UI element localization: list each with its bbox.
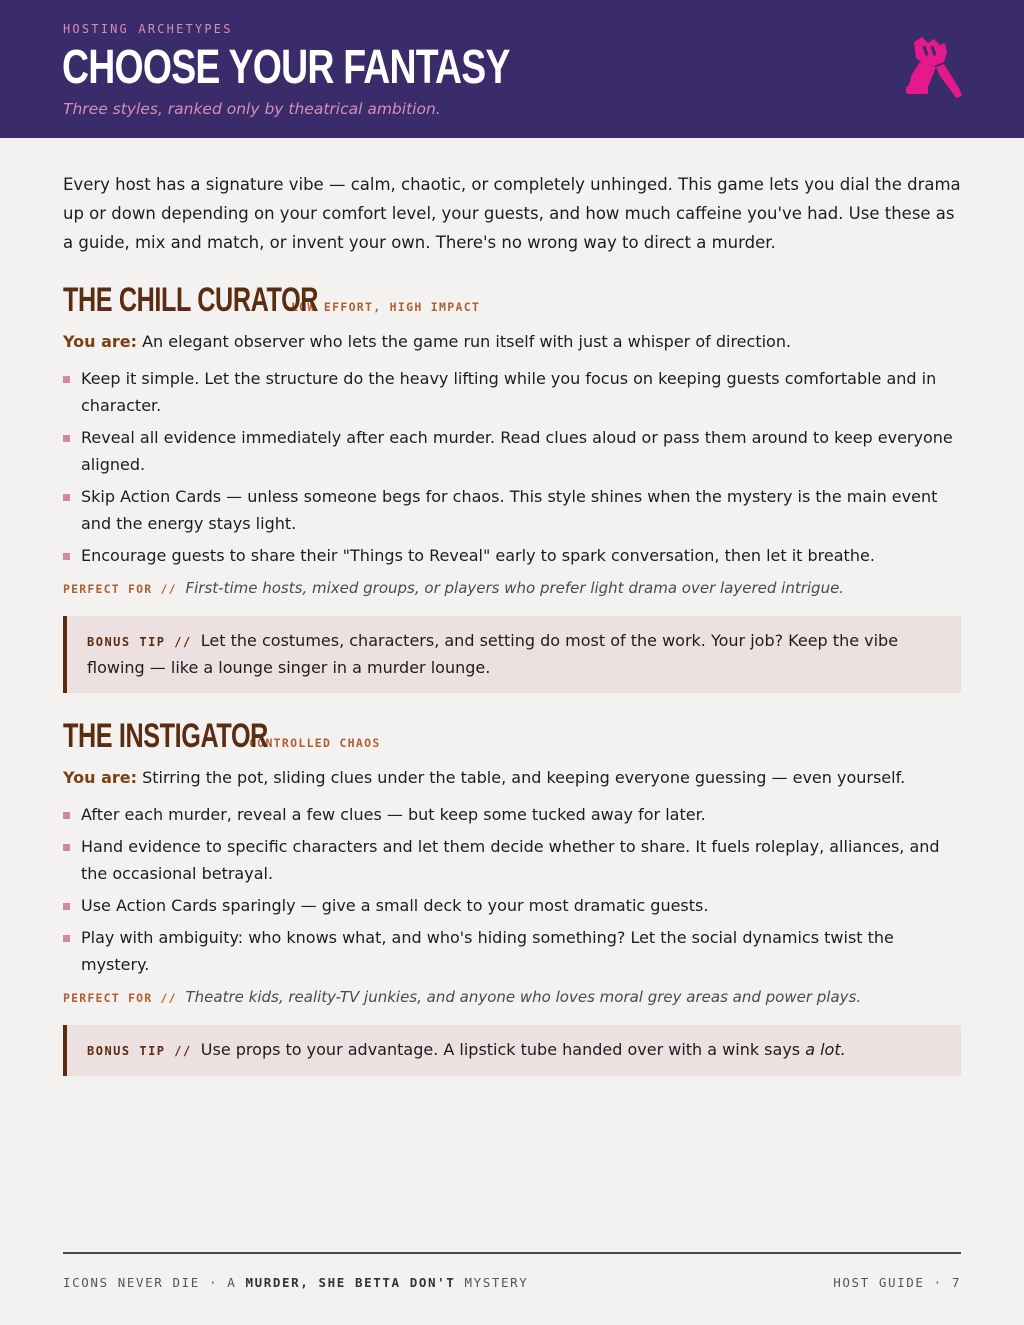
list-item: Keep it simple. Let the structure do the heavy lifting while you focus on keeping guests comfortable and in character. (63, 365, 961, 419)
archetype-instigator (63, 717, 961, 1076)
perfect-for-label: PERFECT FOR // (63, 582, 177, 596)
list-item: Skip Action Cards — unless someone begs for chaos. This style shines when the mystery is the main event and the energy stays light. (63, 483, 961, 537)
bonus-tip-label: BONUS TIP // (87, 1044, 192, 1058)
bullet-list (63, 365, 961, 569)
you-are-label: You are: (63, 332, 138, 351)
bonus-tip-label: BONUS TIP // (87, 635, 192, 649)
you-are-label: You are: (63, 768, 138, 787)
footer-credit: ICONS NEVER DIE · A MURDER, SHE BETTA DON'T MYSTERY (63, 1275, 529, 1290)
bonus-tip-box (63, 616, 961, 693)
bullet-square-icon (63, 376, 70, 383)
you-are-line (63, 765, 961, 791)
section-eyebrow: HOSTING ARCHETYPES (63, 22, 233, 36)
footer-brand: MURDER, SHE BETTA DON'T (245, 1275, 456, 1290)
you-are-line (63, 329, 961, 355)
bullet-square-icon (63, 553, 70, 560)
page-header (0, 0, 1024, 138)
footer-divider (63, 1252, 961, 1254)
bullet-square-icon (63, 844, 70, 851)
list-item: Reveal all evidence immediately after each murder. Read clues aloud or pass them around to keep everyone aligned. (63, 424, 961, 478)
main-content (63, 170, 961, 1076)
raised-fist-icon (904, 34, 966, 100)
perfect-for-text: First-time hosts, mixed groups, or players who prefer light drama over layered intrigue. (185, 579, 845, 597)
bonus-tip-emphasis: a lot. (805, 1040, 846, 1059)
archetype-chill-curator (63, 281, 961, 693)
intro-paragraph: Every host has a signature vibe — calm, chaotic, or completely unhinged. This game lets you dial the drama up or down depending on your comfort level, your guests, and how much caffeine you've had. Use these as a guide, mix and match, or invent your own. There's no wrong way to direct a murder. (63, 175, 961, 252)
you-are-text: Stirring the pot, sliding clues under the table, and keeping everyone guessing — even yourself. (142, 768, 906, 787)
list-item: Encourage guests to share their "Things to Reveal" early to spark conversation, then let it breathe. (63, 542, 961, 569)
page-subtitle: Three styles, ranked only by theatrical ambition. (63, 100, 441, 118)
bullet-square-icon (63, 935, 70, 942)
bullet-square-icon (63, 494, 70, 501)
section-tag: CONTROLLED CHAOS (249, 736, 381, 750)
bonus-tip-text: Let the costumes, characters, and setting do most of the work. Your job? Keep the vibe flowing — like a lounge singer in a murder lounge. (87, 631, 899, 677)
bonus-tip-text: Use props to your advantage. A lipstick tube handed over with a wink says (200, 1040, 806, 1059)
bullet-square-icon (63, 812, 70, 819)
section-tag: LOW EFFORT, HIGH IMPACT (291, 300, 481, 314)
section-title: THE CHILL CURATOR (63, 281, 319, 319)
section-heading (63, 281, 961, 323)
you-are-text: An elegant observer who lets the game run itself with just a whisper of direction. (142, 332, 792, 351)
list-item: Play with ambiguity: who knows what, and who's hiding something? Let the social dynamics twist the mystery. (63, 924, 961, 978)
section-title: THE INSTIGATOR (63, 717, 268, 755)
bullet-square-icon (63, 435, 70, 442)
list-item: After each murder, reveal a few clues — but keep some tucked away for later. (63, 801, 961, 828)
bullet-square-icon (63, 903, 70, 910)
perfect-for-label: PERFECT FOR // (63, 991, 177, 1005)
footer-page-number: HOST GUIDE · 7 (833, 1275, 961, 1290)
perfect-for-line (63, 985, 961, 1010)
list-item: Use Action Cards sparingly — give a small deck to your most dramatic guests. (63, 892, 961, 919)
list-item: Hand evidence to specific characters and let them decide whether to share. It fuels roleplay, alliances, and the occasional betrayal. (63, 833, 961, 887)
bullet-list (63, 801, 961, 978)
section-heading (63, 717, 961, 759)
perfect-for-line (63, 576, 961, 601)
page-title: CHOOSE YOUR FANTASY (62, 41, 510, 94)
perfect-for-text: Theatre kids, reality-TV junkies, and anyone who loves moral grey areas and power plays. (185, 988, 862, 1006)
bonus-tip-box (63, 1025, 961, 1076)
